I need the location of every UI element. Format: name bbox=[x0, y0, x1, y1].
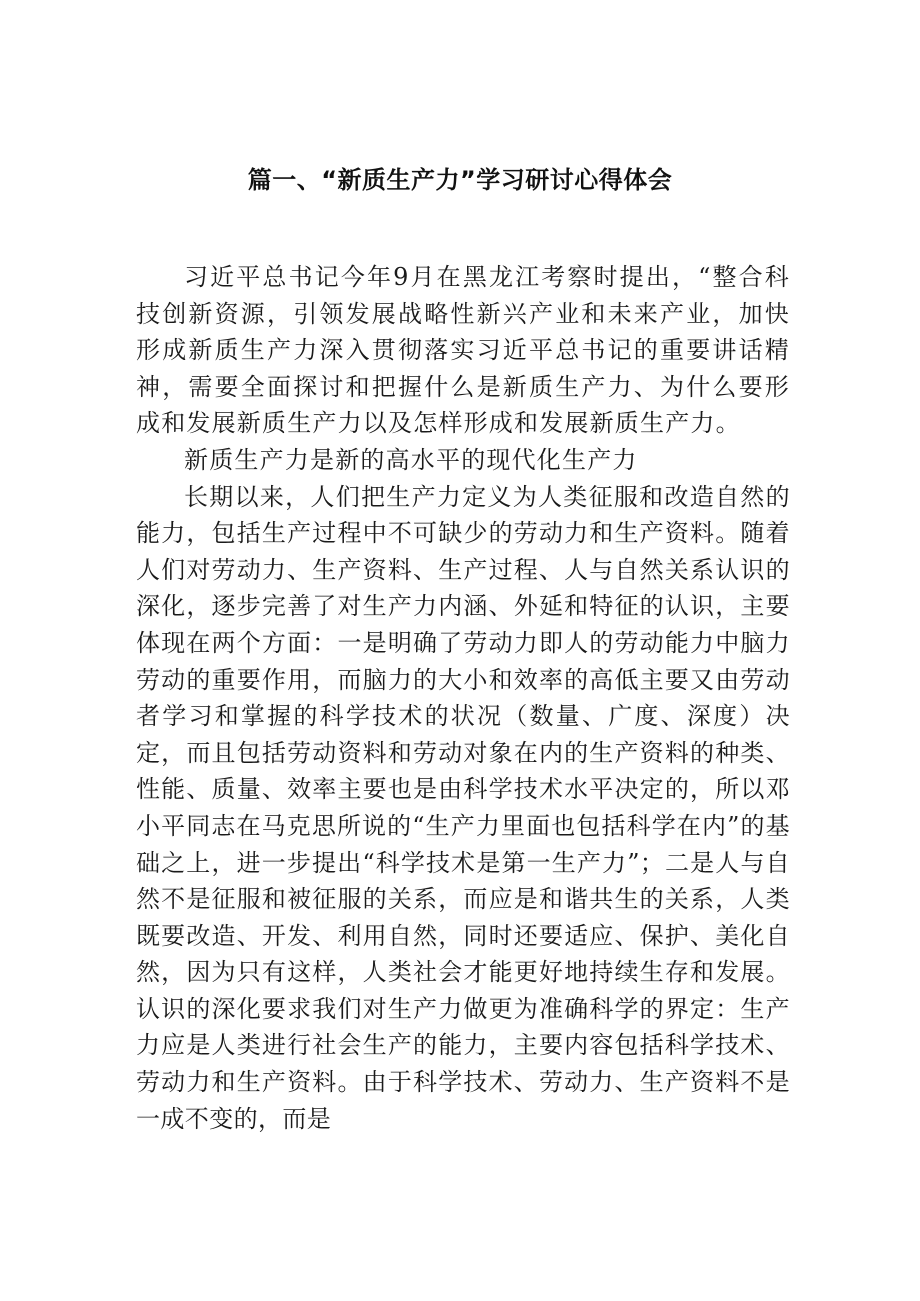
paragraph-intro: 习近平总书记今年9月在黑龙江考察时提出，“整合科技创新资源，引领发展战略性新兴产业和未来产业，加快形成新质生产力深入贯彻落实习近平总书记的重要讲话精神，需要全面探讨和把握什么是新质生产力、为什么要形成和发展新质生产力以及怎样形成和发展新质生产力。 bbox=[136, 263, 790, 438]
paragraph-main: 长期以来，人们把生产力定义为人类征服和改造自然的能力，包括生产过程中不可缺少的劳动力和生产资料。随着人们对劳动力、生产资料、生产过程、人与自然关系认识的深化，逐步完善了对生产力内涵、外延和特征的认识，主要体现在两个方面：一是明确了劳动力即人的劳动能力中脑力劳动的重要作用，而脑力的大小和效率的高低主要又由劳动者学习和掌握的科学技术的状况（数量、广度、深度）决定，而且包括劳动资料和劳动对象在内的生产资料的种类、性能、质量、效率主要也是由科学技术水平决定的，所以邓小平同志在马克思所说的“生产力里面也包括科学在内”的基础之上，进一步提出“科学技术是第一生产力”；二是人与自然不是征服和被征服的关系，而应是和谐共生的关系，人类既要改造、开发、利用自然，同时还要适应、保护、美化自然，因为只有这样，人类社会才能更好地持续生存和发展。认识的深化要求我们对生产力做更为准确科学的界定：生产力应是人类进行社会生产的能力，主要内容包括科学技术、劳动力和生产资料。由于科学技术、劳动力、生产资料不是一成不变的，而是 bbox=[136, 482, 790, 1133]
paragraph-subheading: 新质生产力是新的高水平的现代化生产力 bbox=[184, 445, 638, 474]
document-title: 篇一、“新质生产力”学习研讨心得体会 bbox=[247, 166, 673, 194]
document-body bbox=[136, 259, 790, 1137]
